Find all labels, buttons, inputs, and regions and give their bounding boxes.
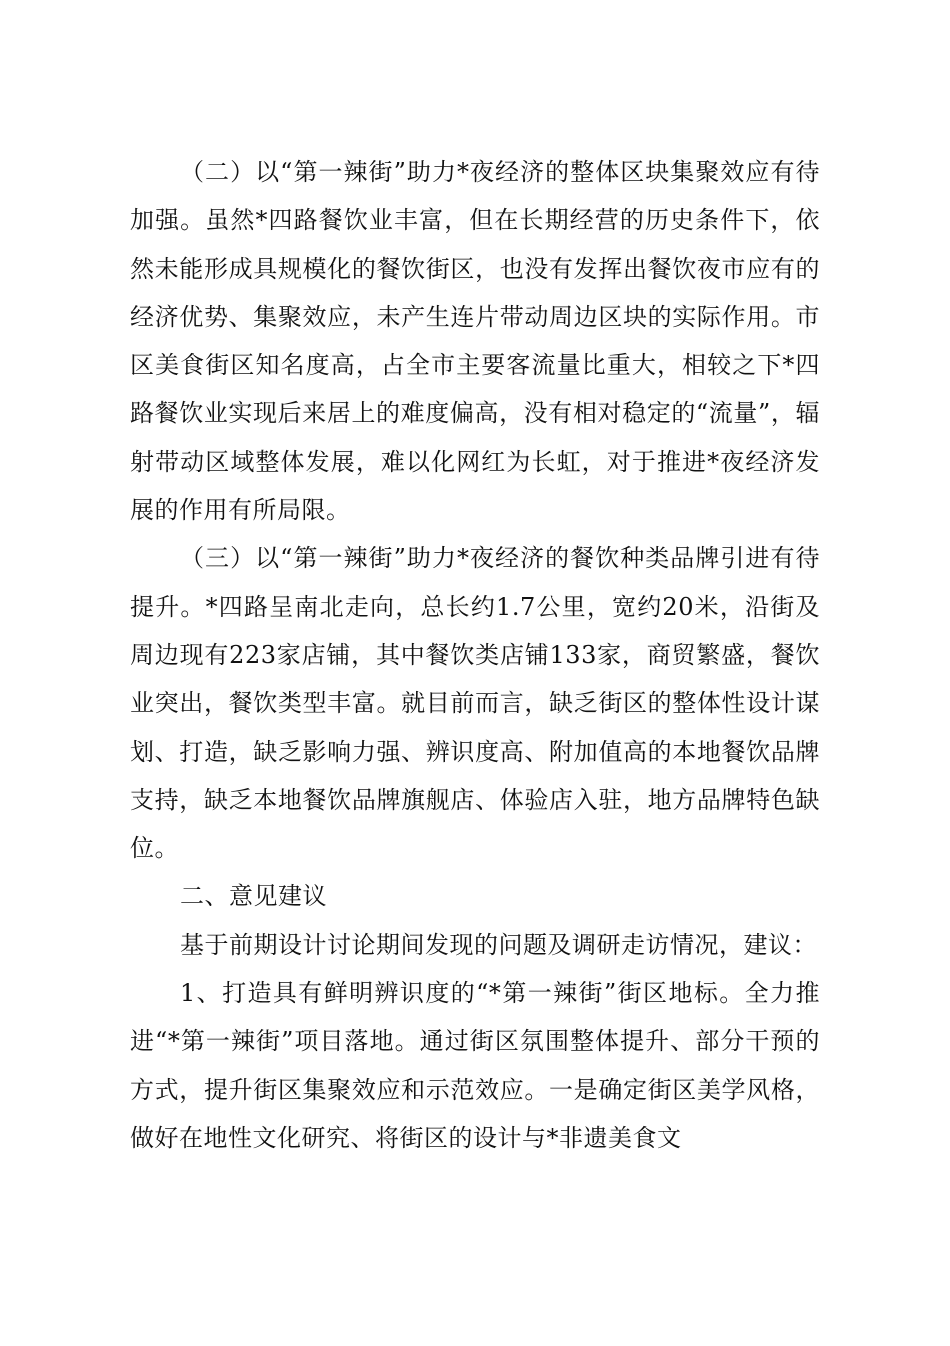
heading-suggestions: 二、意见建议 (180, 882, 327, 911)
paragraph-section-2-3: （三）以“第一辣街”助力*夜经济的餐饮种类品牌引进有待提升。*四路呈南北走向，总长约1.7公里，宽约20米，沿街及周边现有223家店铺，其中餐饮类店铺133家，商贸繁盛，餐饮业突出，餐饮类型丰富。就目前而言，缺乏街区的整体性设计谋划、打造，缺乏影响力强、辨识度高、附加值高的本地餐饮品牌支持，缺乏本地餐饮品牌旗舰店、体验店入驻，地方品牌特色缺位。 (130, 544, 820, 863)
document-body (130, 148, 820, 1162)
paragraph-suggestions-intro: 基于前期设计讨论期间发现的问题及调研走访情况，建议： (180, 930, 817, 959)
paragraph-suggestion-1: 1、打造具有鲜明辨识度的“*第一辣街”街区地标。全力推进“*第一辣街”项目落地。通过街区氛围整体提升、部分干预的方式，提升街区集聚效应和示范效应。一是确定街区美学风格，做好在地性文化研究、将街区的设计与*非遗美食文 (130, 979, 820, 1152)
paragraph-section-2-2: （二）以“第一辣街”助力*夜经济的整体区块集聚效应有待加强。虽然*四路餐饮业丰富，但在长期经营的历史条件下，依然未能形成具规模化的餐饮街区，也没有发挥出餐饮夜市应有的经济优势、集聚效应，未产生连片带动周边区块的实际作用。市区美食街区知名度高，占全市主要客流量比重大，相较之下*四路餐饮业实现后来居上的难度偏高，没有相对稳定的“流量”，辐射带动区域整体发展，难以化网红为长虹，对于推进*夜经济发展的作用有所局限。 (130, 158, 820, 525)
